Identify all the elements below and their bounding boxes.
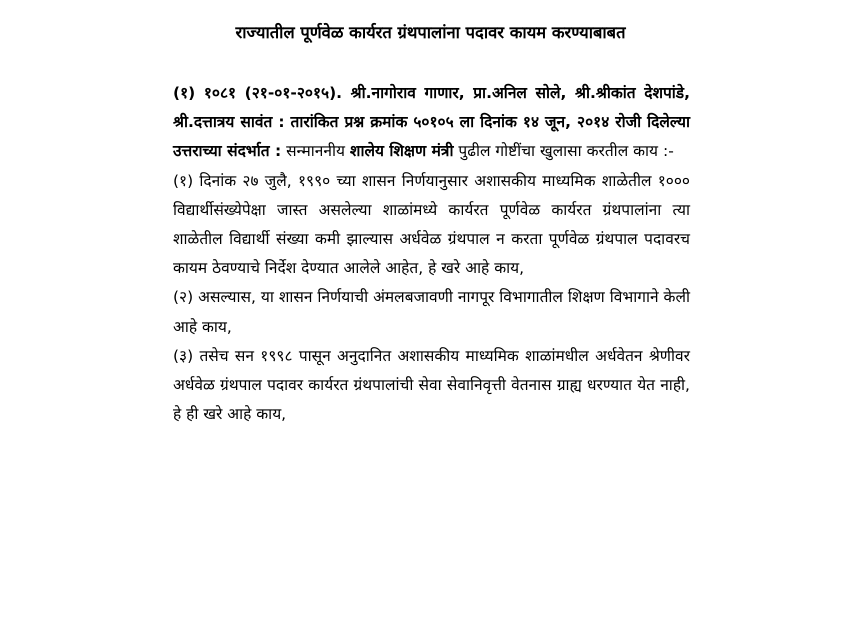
question-point-1: (१) दिनांक २७ जुलै, १९९० च्या शासन निर्णयानुसार अशासकीय माध्यमिक शाळेतील १००० विद्यार्थीसंख्येपेक्षा जास्त असलेल्या शाळांमध्ये कार्यरत पूर्णवेळ कार्यरत ग्रंथपालांना त्या शाळेतील विद्यार्थी संख्या कमी झाल्यास अर्धवेळ ग्रंथपाल न करता पूर्णवेळ ग्रंथपाल पदावरच कायम ठेवण्याचे निर्देश देण्यात आलेले आहेत, हे खरे आहे काय,: [173, 171, 690, 278]
minister-title: शालेय शिक्षण मंत्री: [349, 142, 454, 161]
question-intro-text-2: पुढील गोष्टींचा खुलासा करतील काय :-: [453, 142, 674, 161]
question-header: (१) १०८१ (२१-०१-२०१५). श्री.नागोराव गाणार, प्रा.अनिल सोले, श्री.श्रीकांत देशपांडे, श्री.दत्तात्रय सावंत : तारांकित प्रश्न क्रमांक ५०१०५ ला दिनांक १४ जून, २०१४ रोजी दिलेल्या उत्तराच्या संदर्भात :: [173, 84, 690, 161]
question-intro-text-1: सन्माननीय: [281, 142, 350, 161]
document-body: [173, 79, 690, 429]
question-intro: [173, 79, 690, 167]
question-point-2: (२) असल्यास, या शासन निर्णयाची अंमलबजावणी नागपूर विभागातील शिक्षण विभागाने केली आहे काय,: [173, 288, 690, 336]
document-title: राज्यातील पूर्णवेळ कार्यरत ग्रंथपालांना पदावर कायम करण्याबाबत: [235, 23, 626, 42]
question-point-3: (३) तसेच सन १९९८ पासून अनुदानित अशासकीय माध्यमिक शाळांमधील अर्धवेतन श्रेणीवर अर्धवेळ ग्रंथपाल पदावर कार्यरत ग्रंथपालांची सेवा सेवानिवृत्ती वेतनास ग्राह्य धरण्यात येत नाही, हे ही खरे आहे काय,: [173, 346, 690, 424]
